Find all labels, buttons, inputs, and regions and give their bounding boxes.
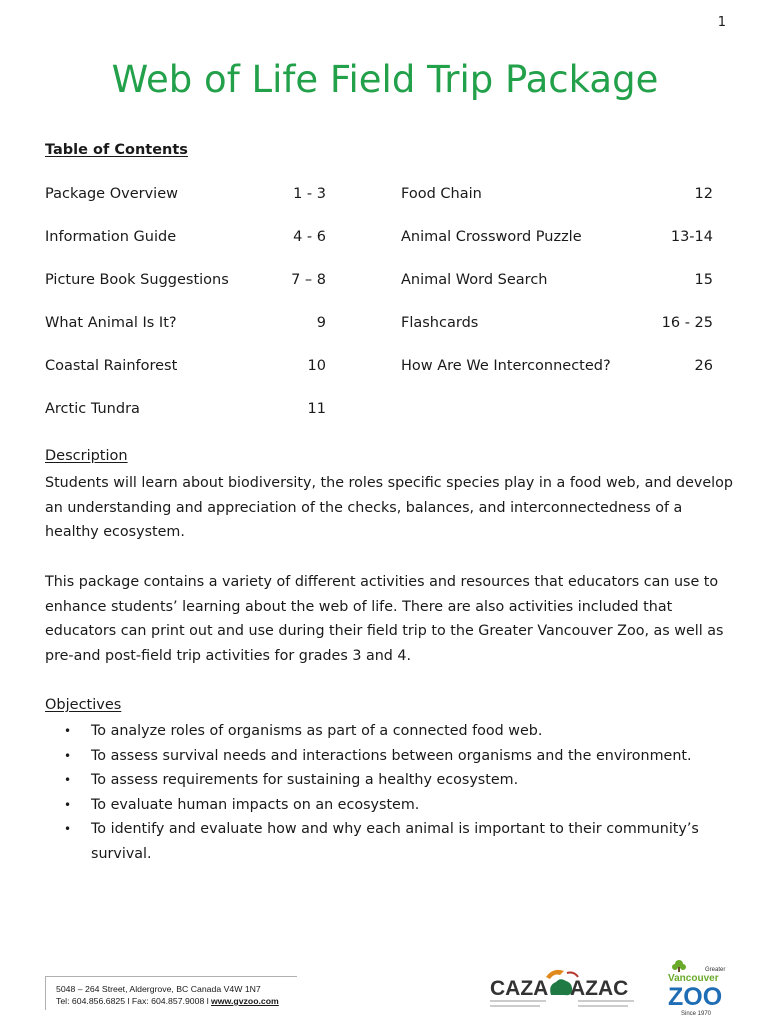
caza-logo-left-text: CAZA: [490, 977, 549, 1000]
toc-entry-page: 10: [307, 357, 326, 374]
website-link[interactable]: www.gvzoo.com: [211, 996, 279, 1006]
toc-entry: [45, 387, 326, 430]
list-item: • To assess requirements for sustaining a healthy ecosystem.: [64, 768, 724, 793]
footer-contact-line: [56, 995, 297, 1007]
toc-entry-page: 12: [694, 185, 713, 202]
toc-entry-page: 15: [694, 271, 713, 288]
list-item: • To assess survival needs and interactions between organisms and the environment.: [64, 744, 724, 769]
toc-left-column: [45, 172, 326, 430]
toc-entry-label: Arctic Tundra: [45, 400, 140, 417]
toc-entry: [401, 258, 713, 301]
toc-entry-label: Picture Book Suggestions: [45, 271, 229, 288]
footer-phone-fax: Tel: 604.856.6825 l Fax: 604.857.9008 l: [56, 996, 212, 1006]
zoo-logo-since: Since 1970: [681, 1011, 712, 1017]
objectives-list: [64, 719, 724, 866]
zoo-logo-zoo: ZOO: [668, 983, 723, 1011]
toc-entry: [45, 344, 326, 387]
toc-entry: [401, 301, 713, 344]
footer-address: 5048 – 264 Street, Aldergrove, BC Canada V4W 1N7: [56, 984, 261, 994]
toc-entry-page: 11: [307, 400, 326, 417]
toc-entry-page: 26: [694, 357, 713, 374]
toc-entry: [45, 258, 326, 301]
toc-entry-label: How Are We Interconnected?: [401, 357, 611, 374]
objectives-heading: Objectives: [45, 697, 122, 713]
caza-logo: [488, 965, 638, 1015]
toc-entry-label: Package Overview: [45, 185, 178, 202]
toc-entry-page: 16 - 25: [661, 314, 713, 331]
toc-entry-page: 13-14: [670, 228, 713, 245]
list-item: • To evaluate human impacts on an ecosystem.: [64, 793, 724, 818]
page-title: Web of Life Field Trip Package: [111, 58, 659, 101]
toc-entry-label: Coastal Rainforest: [45, 357, 178, 374]
toc-entry: [401, 172, 713, 215]
toc-heading: Table of Contents: [45, 142, 188, 158]
toc-entry: [401, 344, 713, 387]
toc-entry: [45, 215, 326, 258]
vancouver-zoo-logo: [665, 958, 730, 1018]
page-number: 1: [717, 15, 726, 30]
zoo-logo-greater: Greater: [705, 967, 726, 973]
tree-icon: [672, 960, 686, 972]
toc-entry-page: 1 - 3: [293, 185, 326, 202]
toc-entry: [45, 172, 326, 215]
toc-entry-label: Animal Crossword Puzzle: [401, 228, 582, 245]
description-paragraph: This package contains a variety of different activities and resources that educators can use to enhance students’ learning about the web of life. There are also activities included that educators can print out and use during their field trip to the Greater Vancouver Zoo, as well as pre-and post-field trip activities for grades 3 and 4.: [45, 574, 724, 665]
list-item: • To identify and evaluate how and why each animal is important to their community’s survival.: [64, 817, 724, 866]
toc-right-column: [401, 172, 713, 387]
description-heading: Description: [45, 448, 128, 464]
list-item: • To analyze roles of organisms as part of a connected food web.: [64, 719, 724, 744]
toc-entry-page: 4 - 6: [293, 228, 326, 245]
toc-entry-page: 9: [316, 314, 326, 331]
toc-entry-label: What Animal Is It?: [45, 314, 177, 331]
toc-entry-page: 7 – 8: [291, 271, 326, 288]
toc-entry: [401, 215, 713, 258]
caza-logo-right-text: AZAC: [570, 977, 629, 1000]
toc-entry-label: Flashcards: [401, 314, 479, 331]
zoo-logo-vancouver: Vancouver: [668, 973, 719, 984]
toc-entry-label: Information Guide: [45, 228, 177, 245]
toc-entry-label: Food Chain: [401, 185, 482, 202]
toc-entry-label: Animal Word Search: [401, 271, 548, 288]
footer-contact: [45, 976, 297, 1010]
toc-entry: [45, 301, 326, 344]
description-paragraph: Students will learn about biodiversity, the roles specific species play in a food web, and develop an understanding and appreciation of the checks, balances, and interconnectedness of a healthy ecosystem.: [45, 475, 733, 541]
